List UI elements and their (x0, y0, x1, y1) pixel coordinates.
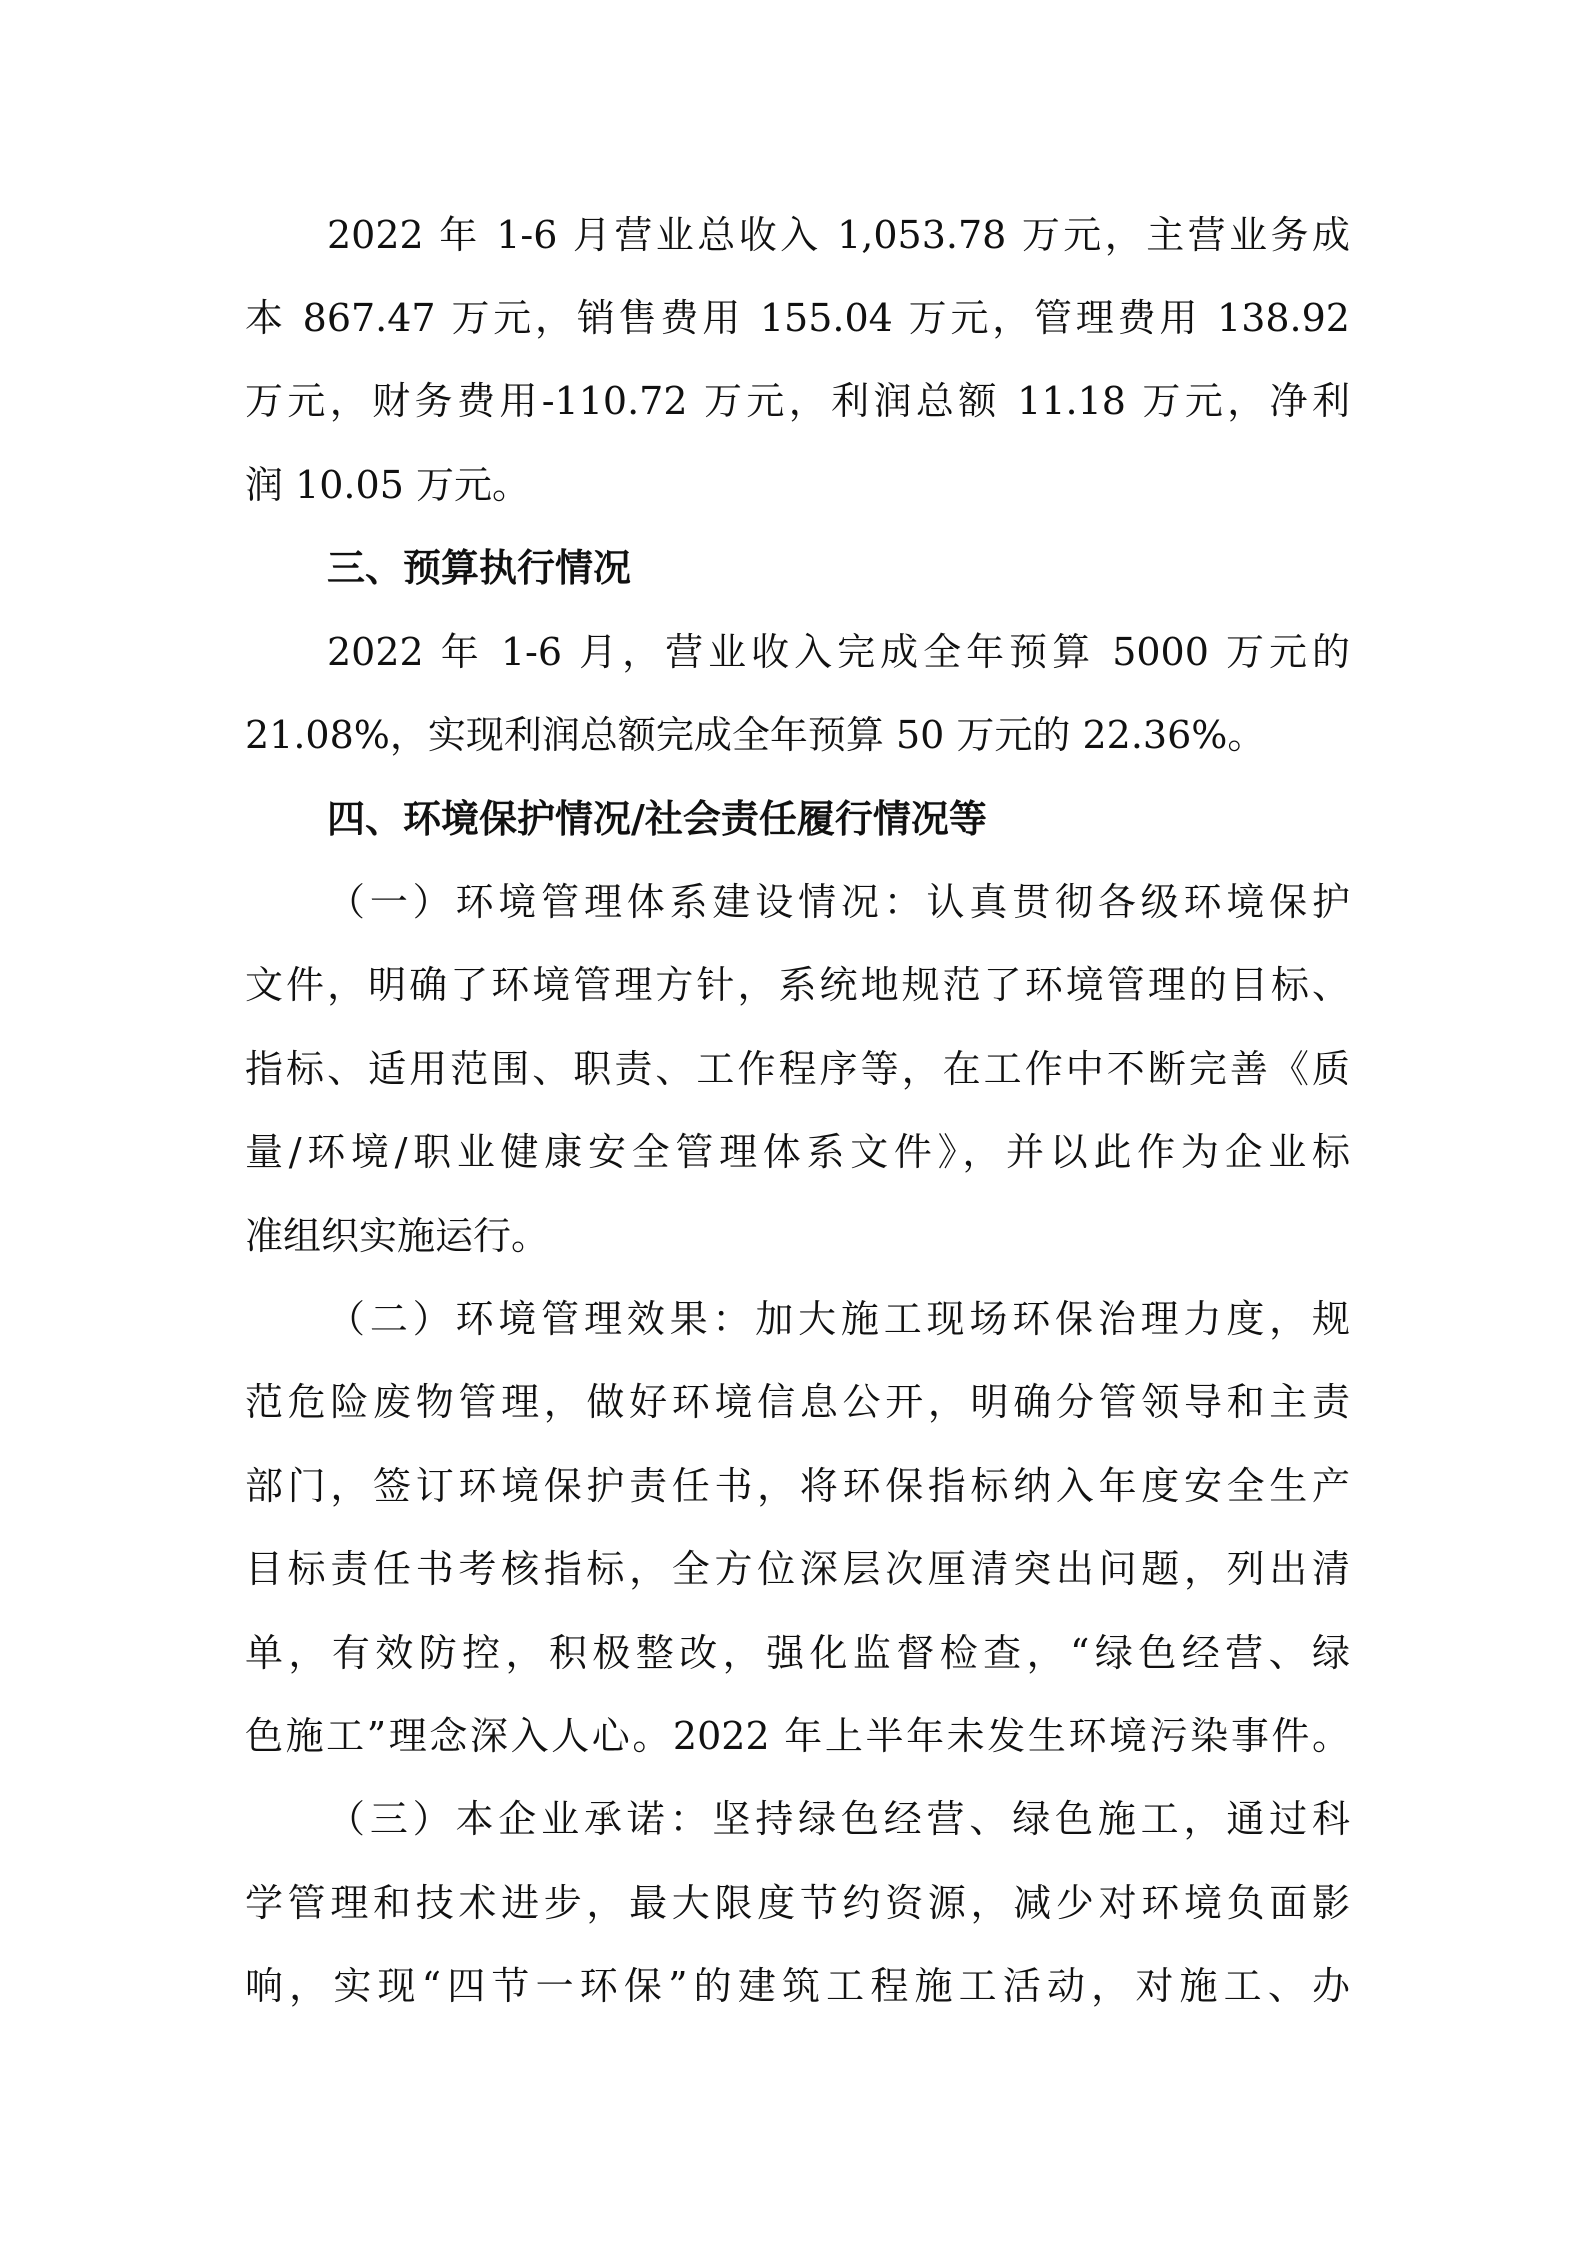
paragraph-env-system-line-3: 指标、适用范围、职责、工作程序等，在工作中不断完善《质 (245, 1047, 1350, 1091)
paragraph-financial-line-3: 万元，财务费用-110.72 万元，利润总额 11.18 万元，净利 (245, 379, 1350, 423)
paragraph-env-effect-line-2: 范危险废物管理，做好环境信息公开，明确分管领导和主责 (245, 1380, 1350, 1424)
paragraph-commitment-line-2: 学管理和技术进步，最大限度节约资源，减少对环境负面影 (245, 1881, 1350, 1925)
paragraph-budget-line-2: 21.08%，实现利润总额完成全年预算 50 万元的 22.36%。 (245, 713, 1266, 757)
paragraph-env-system-line-1: （一）环境管理体系建设情况：认真贯彻各级环境保护 (327, 880, 1350, 924)
paragraph-commitment-line-3: 响，实现“四节一环保”的建筑工程施工活动，对施工、办 (245, 1964, 1350, 2008)
paragraph-env-system-line-5: 准组织实施运行。 (245, 1214, 550, 1258)
paragraph-env-effect-line-1: （二）环境管理效果：加大施工现场环保治理力度，规 (327, 1297, 1350, 1341)
paragraph-env-system-line-2: 文件，明确了环境管理方针，系统地规范了环境管理的目标、 (245, 963, 1350, 1007)
paragraph-env-effect-line-3: 部门，签订环境保护责任书，将环保指标纳入年度安全生产 (245, 1464, 1350, 1508)
section-heading-environment: 四、环境保护情况/社会责任履行情况等 (327, 797, 987, 841)
paragraph-env-effect-line-6: 色施工”理念深入人心。2022 年上半年未发生环境污染事件。 (245, 1714, 1350, 1758)
paragraph-env-effect-line-5: 单，有效防控，积极整改，强化监督检查，“绿色经营、绿 (245, 1631, 1350, 1675)
paragraph-env-system-line-4: 量/环境/职业健康安全管理体系文件》，并以此作为企业标 (245, 1130, 1350, 1174)
paragraph-financial-line-2: 本 867.47 万元，销售费用 155.04 万元，管理费用 138.92 (245, 296, 1350, 340)
paragraph-env-effect-line-4: 目标责任书考核指标，全方位深层次厘清突出问题，列出清 (245, 1547, 1350, 1591)
paragraph-financial-line-4: 润 10.05 万元。 (245, 463, 530, 507)
paragraph-budget-line-1: 2022 年 1-6 月，营业收入完成全年预算 5000 万元的 (327, 630, 1350, 674)
paragraph-commitment-line-1: （三）本企业承诺：坚持绿色经营、绿色施工，通过科 (327, 1797, 1350, 1841)
section-heading-budget: 三、预算执行情况 (327, 546, 632, 590)
paragraph-financial-line-1: 2022 年 1-6 月营业总收入 1,053.78 万元，主营业务成 (327, 213, 1350, 257)
